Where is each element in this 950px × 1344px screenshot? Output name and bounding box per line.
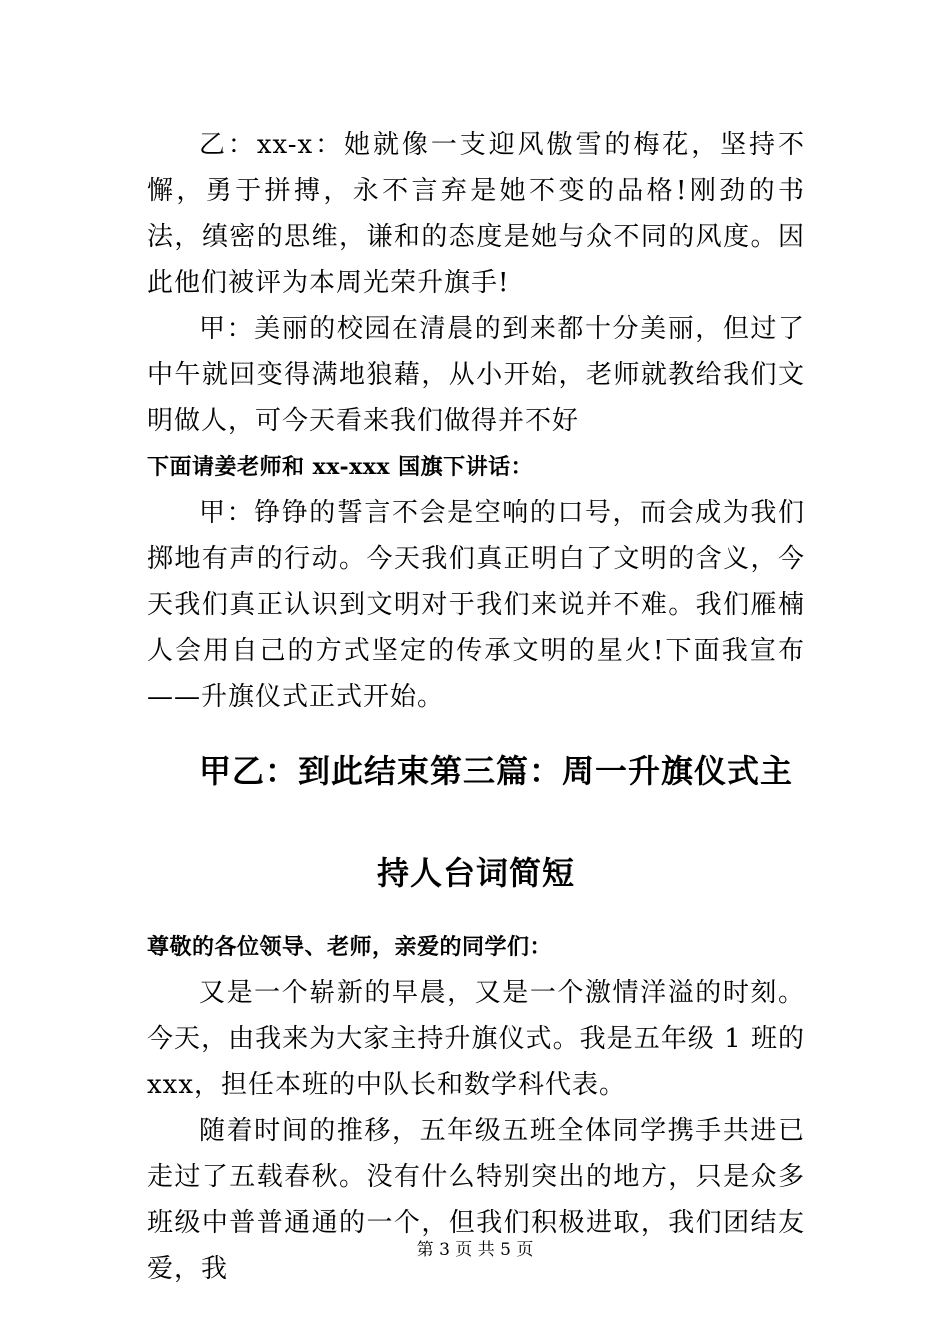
page-number-footer: 第 3 页 共 5 页 xyxy=(416,1240,534,1260)
heading-spacer xyxy=(147,898,805,924)
paragraph-host-intro: 又是一个崭新的早晨，又是一个激情洋溢的时刻。今天，由我来为大家主持升旗仪式。我是五年级 1 班的 xxx，担任本班的中队长和数学科代表。 xyxy=(147,978,805,1100)
paragraph-class-history: 随着时间的推移，五年级五班全体同学携手共进已走过了五载春秋。没有什么特别突出的地方，只是众多班级中普普通通的一个，但我们积极进取，我们团结友爱，我 xyxy=(147,1116,805,1284)
salutation-line: 尊敬的各位领导、老师，亲爱的同学们： xyxy=(147,934,553,960)
section-heading-line-1: 甲乙：到此结束第三篇：周一升旗仪式主 xyxy=(198,752,793,790)
speech-invitation-line: 下面请姜老师和 xx-xxx 国旗下讲话： xyxy=(147,454,534,480)
paragraph-jia-campus: 甲：美丽的校园在清晨的到来都十分美丽，但过了中午就回变得满地狼藉，从小开始，老师就教给我们文明做人，可今天看来我们做得并不好 xyxy=(147,314,805,436)
document-body xyxy=(147,122,805,1292)
paragraph-yi-announcement: 乙：xx-x：她就像一支迎风傲雪的梅花，坚持不懈，勇于拼搏，永不言弃是她不变的品格!刚劲的书法，缜密的思维，谦和的态度是她与众不同的风度。因此他们被评为本周光荣升旗手! xyxy=(147,130,805,298)
paragraph-jia-oath: 甲：铮铮的誓言不会是空响的口号，而会成为我们掷地有声的行动。今天我们真正明白了文明的含义，今天我们真正认识到文明对于我们来说并不难。我们雁楠人会用自己的方式坚定的传承文明的星火!下面我宣布——升旗仪式正式开始。 xyxy=(147,498,805,712)
section-heading-line-2: 持人台词简短 xyxy=(376,854,575,892)
